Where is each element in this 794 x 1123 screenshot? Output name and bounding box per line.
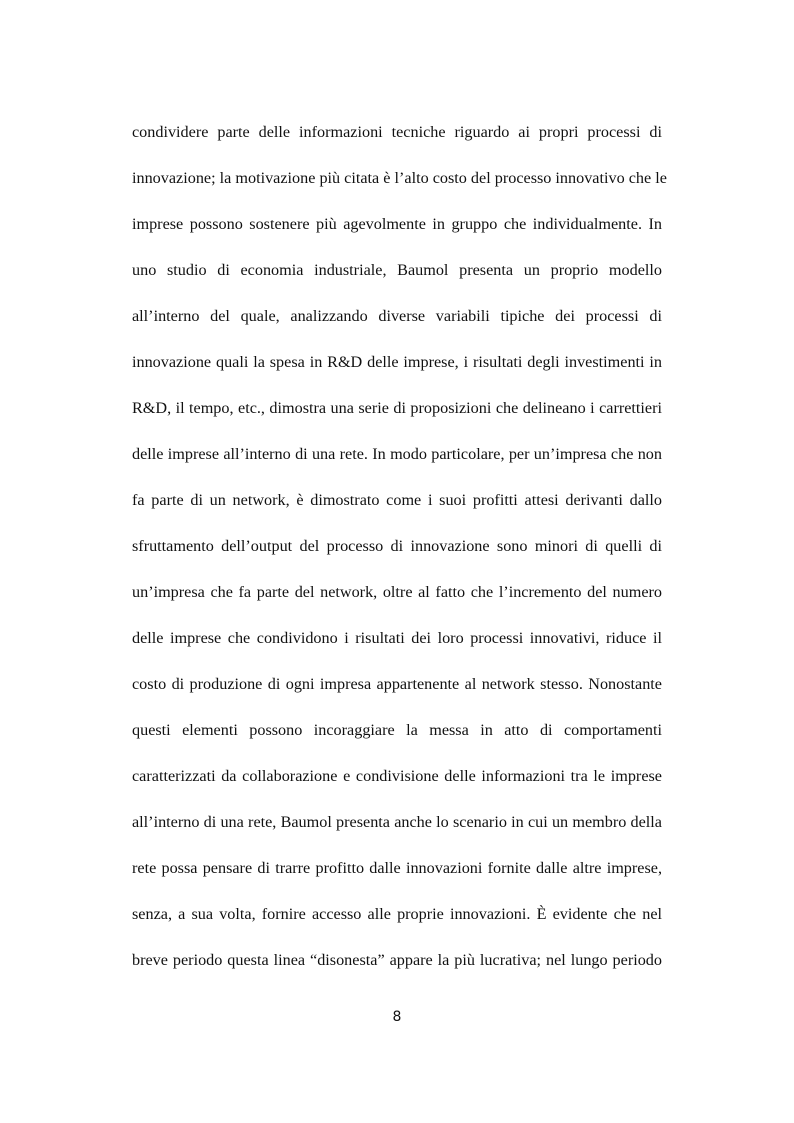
- text-line: imprese possono sostenere più agevolmente in gruppo che individualmente. In: [132, 215, 662, 233]
- text-line: costo di produzione di ogni impresa appartenente al network stesso. Nonostante: [132, 675, 662, 693]
- text-line: delle imprese che condividono i risultati dei loro processi innovativi, riduce il: [132, 629, 662, 647]
- text-line: rete possa pensare di trarre profitto dalle innovazioni fornite dalle altre imprese,: [132, 859, 662, 877]
- text-line: sfruttamento dell’output del processo di innovazione sono minori di quelli di: [132, 537, 662, 555]
- text-line: R&D, il tempo, etc., dimostra una serie di proposizioni che delineano i carrettieri: [132, 399, 662, 417]
- text-line: condividere parte delle informazioni tecniche riguardo ai propri processi di: [132, 123, 662, 141]
- text-line: senza, a sua volta, fornire accesso alle proprie innovazioni. È evidente che nel: [132, 905, 662, 923]
- text-line: un’impresa che fa parte del network, oltre al fatto che l’incremento del numero: [132, 583, 662, 601]
- text-line: all’interno del quale, analizzando diverse variabili tipiche dei processi di: [132, 307, 662, 325]
- text-line: all’interno di una rete, Baumol presenta anche lo scenario in cui un membro della: [132, 813, 662, 831]
- body-paragraph: [132, 119, 667, 993]
- text-line: uno studio di economia industriale, Baumol presenta un proprio modello: [132, 261, 662, 279]
- page-number: 8: [392, 1009, 402, 1025]
- text-line: fa parte di un network, è dimostrato come i suoi profitti attesi derivanti dallo: [132, 491, 662, 509]
- text-line: innovazione quali la spesa in R&D delle imprese, i risultati degli investimenti in: [132, 353, 662, 371]
- text-line: delle imprese all’interno di una rete. In modo particolare, per un’impresa che non: [132, 445, 662, 463]
- text-line: breve periodo questa linea “disonesta” appare la più lucrativa; nel lungo periodo: [132, 951, 662, 969]
- text-line: questi elementi possono incoraggiare la messa in atto di comportamenti: [132, 721, 662, 739]
- text-line: caratterizzati da collaborazione e condivisione delle informazioni tra le imprese: [132, 767, 662, 785]
- text-line: innovazione; la motivazione più citata è l’alto costo del processo innovativo che le: [132, 169, 667, 187]
